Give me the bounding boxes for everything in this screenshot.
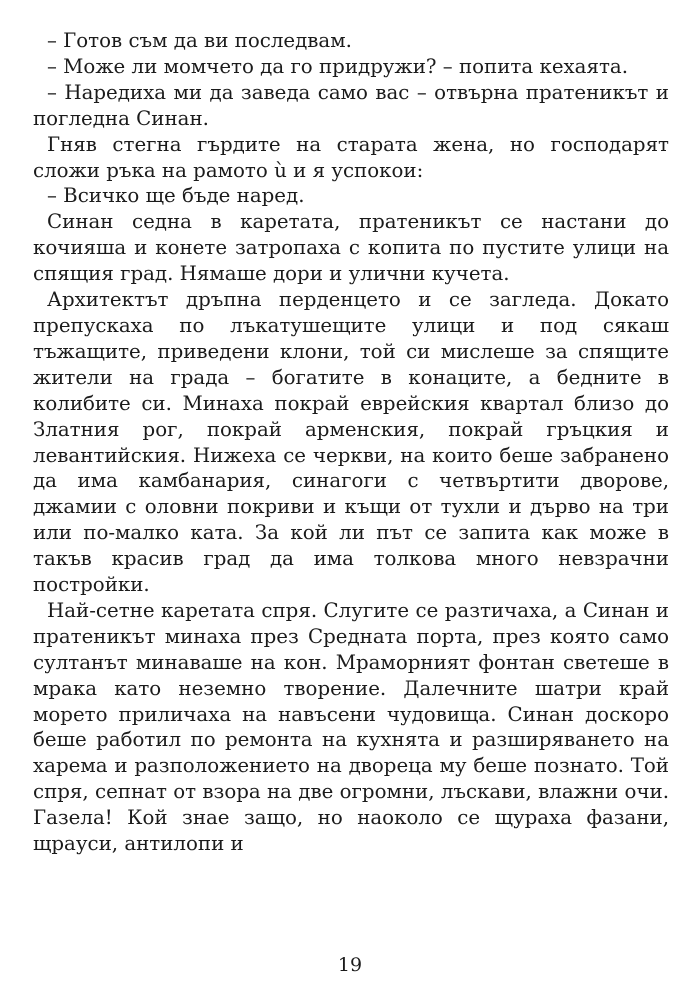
paragraph: Архитектът дръпна перденцето и се загледа. Докато препускаха по лъкатушещите улици и под сякаш тъжащите, приведени клони, той си мислеше за спящите жители на града – богатите в конаците, а бедните в колибите си. Минаха покрай еврейския квартал близо до Златния рог, покрай арменския, покрай гръцкия и левантийския. Нижеха се черкви, на които беше забранено да има камбанария, синагоги с четвъртити дворове, джамии с оловни покриви и къщи от тухли и дърво на три или по-малко ката. За кой ли път се запита как може в такъв красив град да има толкова много невзрачни постройки.: [33, 288, 669, 597]
paragraph: Гняв стегна гърдите на старата жена, но господарят сложи ръка на рамото ù и я успокои:: [33, 132, 669, 182]
paragraph: – Наредиха ми да заведа само вас – отвърна пратеникът и погледна Синан.: [33, 80, 669, 130]
paragraph: Най-сетне каретата спря. Слугите се разтичаха, а Синан и пратеникът минаха през Средната порта, през която само султанът минаваше на кон. Мраморният фонтан светеше в мрака като неземно творение. Далечните шатри край морето приличаха на навъсени чудовища. Синан доскоро беше работил по ремонта на кухнята и разширяването на харема и разположението на двореца му беше познато. Той спря, сепнат от взора на две огромни, лъскави, влажни очи. Газела! Кой знае защо, но наоколо се щураха фазани, щрауси, антилопи и: [33, 598, 669, 856]
paragraph: Синан седна в каретата, пратеникът се настани до кочияша и конете затропаха с копита по пустите улици на спящия град. Нямаше дори и улични кучета.: [33, 210, 669, 286]
paragraph: – Всичко ще бъде наред.: [47, 184, 305, 208]
paragraph: – Може ли момчето да го придружи? – попита кехаята.: [47, 54, 628, 78]
paragraph: – Готов съм да ви последвам.: [47, 29, 352, 52]
page-number: 19: [337, 954, 363, 976]
page-body: [33, 28, 669, 857]
